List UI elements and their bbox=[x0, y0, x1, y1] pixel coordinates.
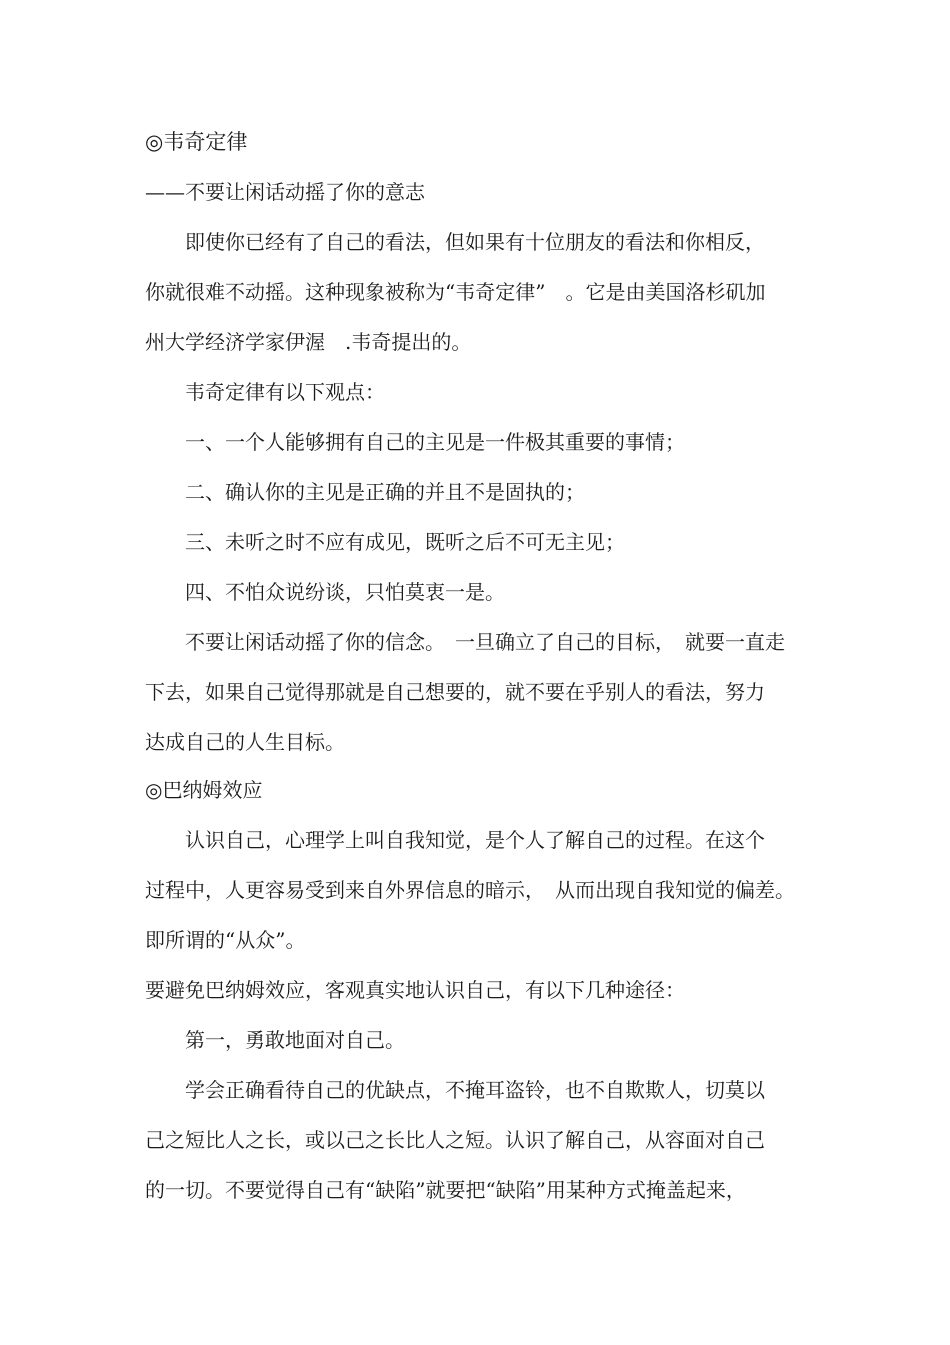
list-item: 二、确认你的主见是正确的并且不是固执的； bbox=[145, 480, 585, 504]
paragraph-line: 达成自己的人生目标。 bbox=[145, 730, 345, 754]
paragraph-line: 认识自己，心理学上叫自我知觉，是个人了解自己的过程。在这个 bbox=[145, 828, 765, 852]
list-item: 四、不怕众说纷谈，只怕莫衷一是。 bbox=[145, 580, 505, 604]
paragraph-line: 下去，如果自己觉得那就是自己想要的，就不要在乎别人的看法，努力 bbox=[145, 680, 765, 704]
list-item: 三、未听之时不应有成见，既听之后不可无主见； bbox=[145, 530, 625, 554]
section-heading-weiqi: ◎韦奇定律 bbox=[145, 130, 248, 154]
paragraph-line: 州大学经济学家伊渥 .韦奇提出的。 bbox=[145, 330, 472, 354]
points-intro: 韦奇定律有以下观点： bbox=[145, 380, 385, 404]
paragraph-line: 过程中，人更容易受到来自外界信息的暗示， 从而出现自我知觉的偏差。 bbox=[145, 878, 795, 902]
section-subtitle: ——不要让闲话动摇了你的意志 bbox=[145, 180, 425, 204]
ways-intro: 要避免巴纳姆效应，客观真实地认识自己，有以下几种途径： bbox=[145, 978, 685, 1002]
way-item: 第一，勇敢地面对自己。 bbox=[145, 1028, 405, 1052]
paragraph-line: 即所谓的“从众”。 bbox=[145, 928, 306, 952]
paragraph-line: 不要让闲话动摇了你的信念。 一旦确立了自己的目标， 就要一直走 bbox=[145, 630, 785, 654]
paragraph-line: 的一切。不要觉得自己有“缺陷”就要把“缺陷”用某种方式掩盖起来， bbox=[145, 1178, 746, 1202]
paragraph-line: 即使你已经有了自己的看法，但如果有十位朋友的看法和你相反， bbox=[145, 230, 765, 254]
list-item: 一、一个人能够拥有自己的主见是一件极其重要的事情； bbox=[145, 430, 685, 454]
paragraph-line: 学会正确看待自己的优缺点，不掩耳盗铃，也不自欺欺人，切莫以 bbox=[145, 1078, 765, 1102]
section-heading-barnum: ◎巴纳姆效应 bbox=[145, 778, 263, 802]
paragraph-line: 你就很难不动摇。这种现象被称为“韦奇定律” 。它是由美国洛杉矶加 bbox=[145, 280, 766, 304]
paragraph-line: 己之短比人之长，或以己之长比人之短。认识了解自己，从容面对自己 bbox=[145, 1128, 765, 1152]
